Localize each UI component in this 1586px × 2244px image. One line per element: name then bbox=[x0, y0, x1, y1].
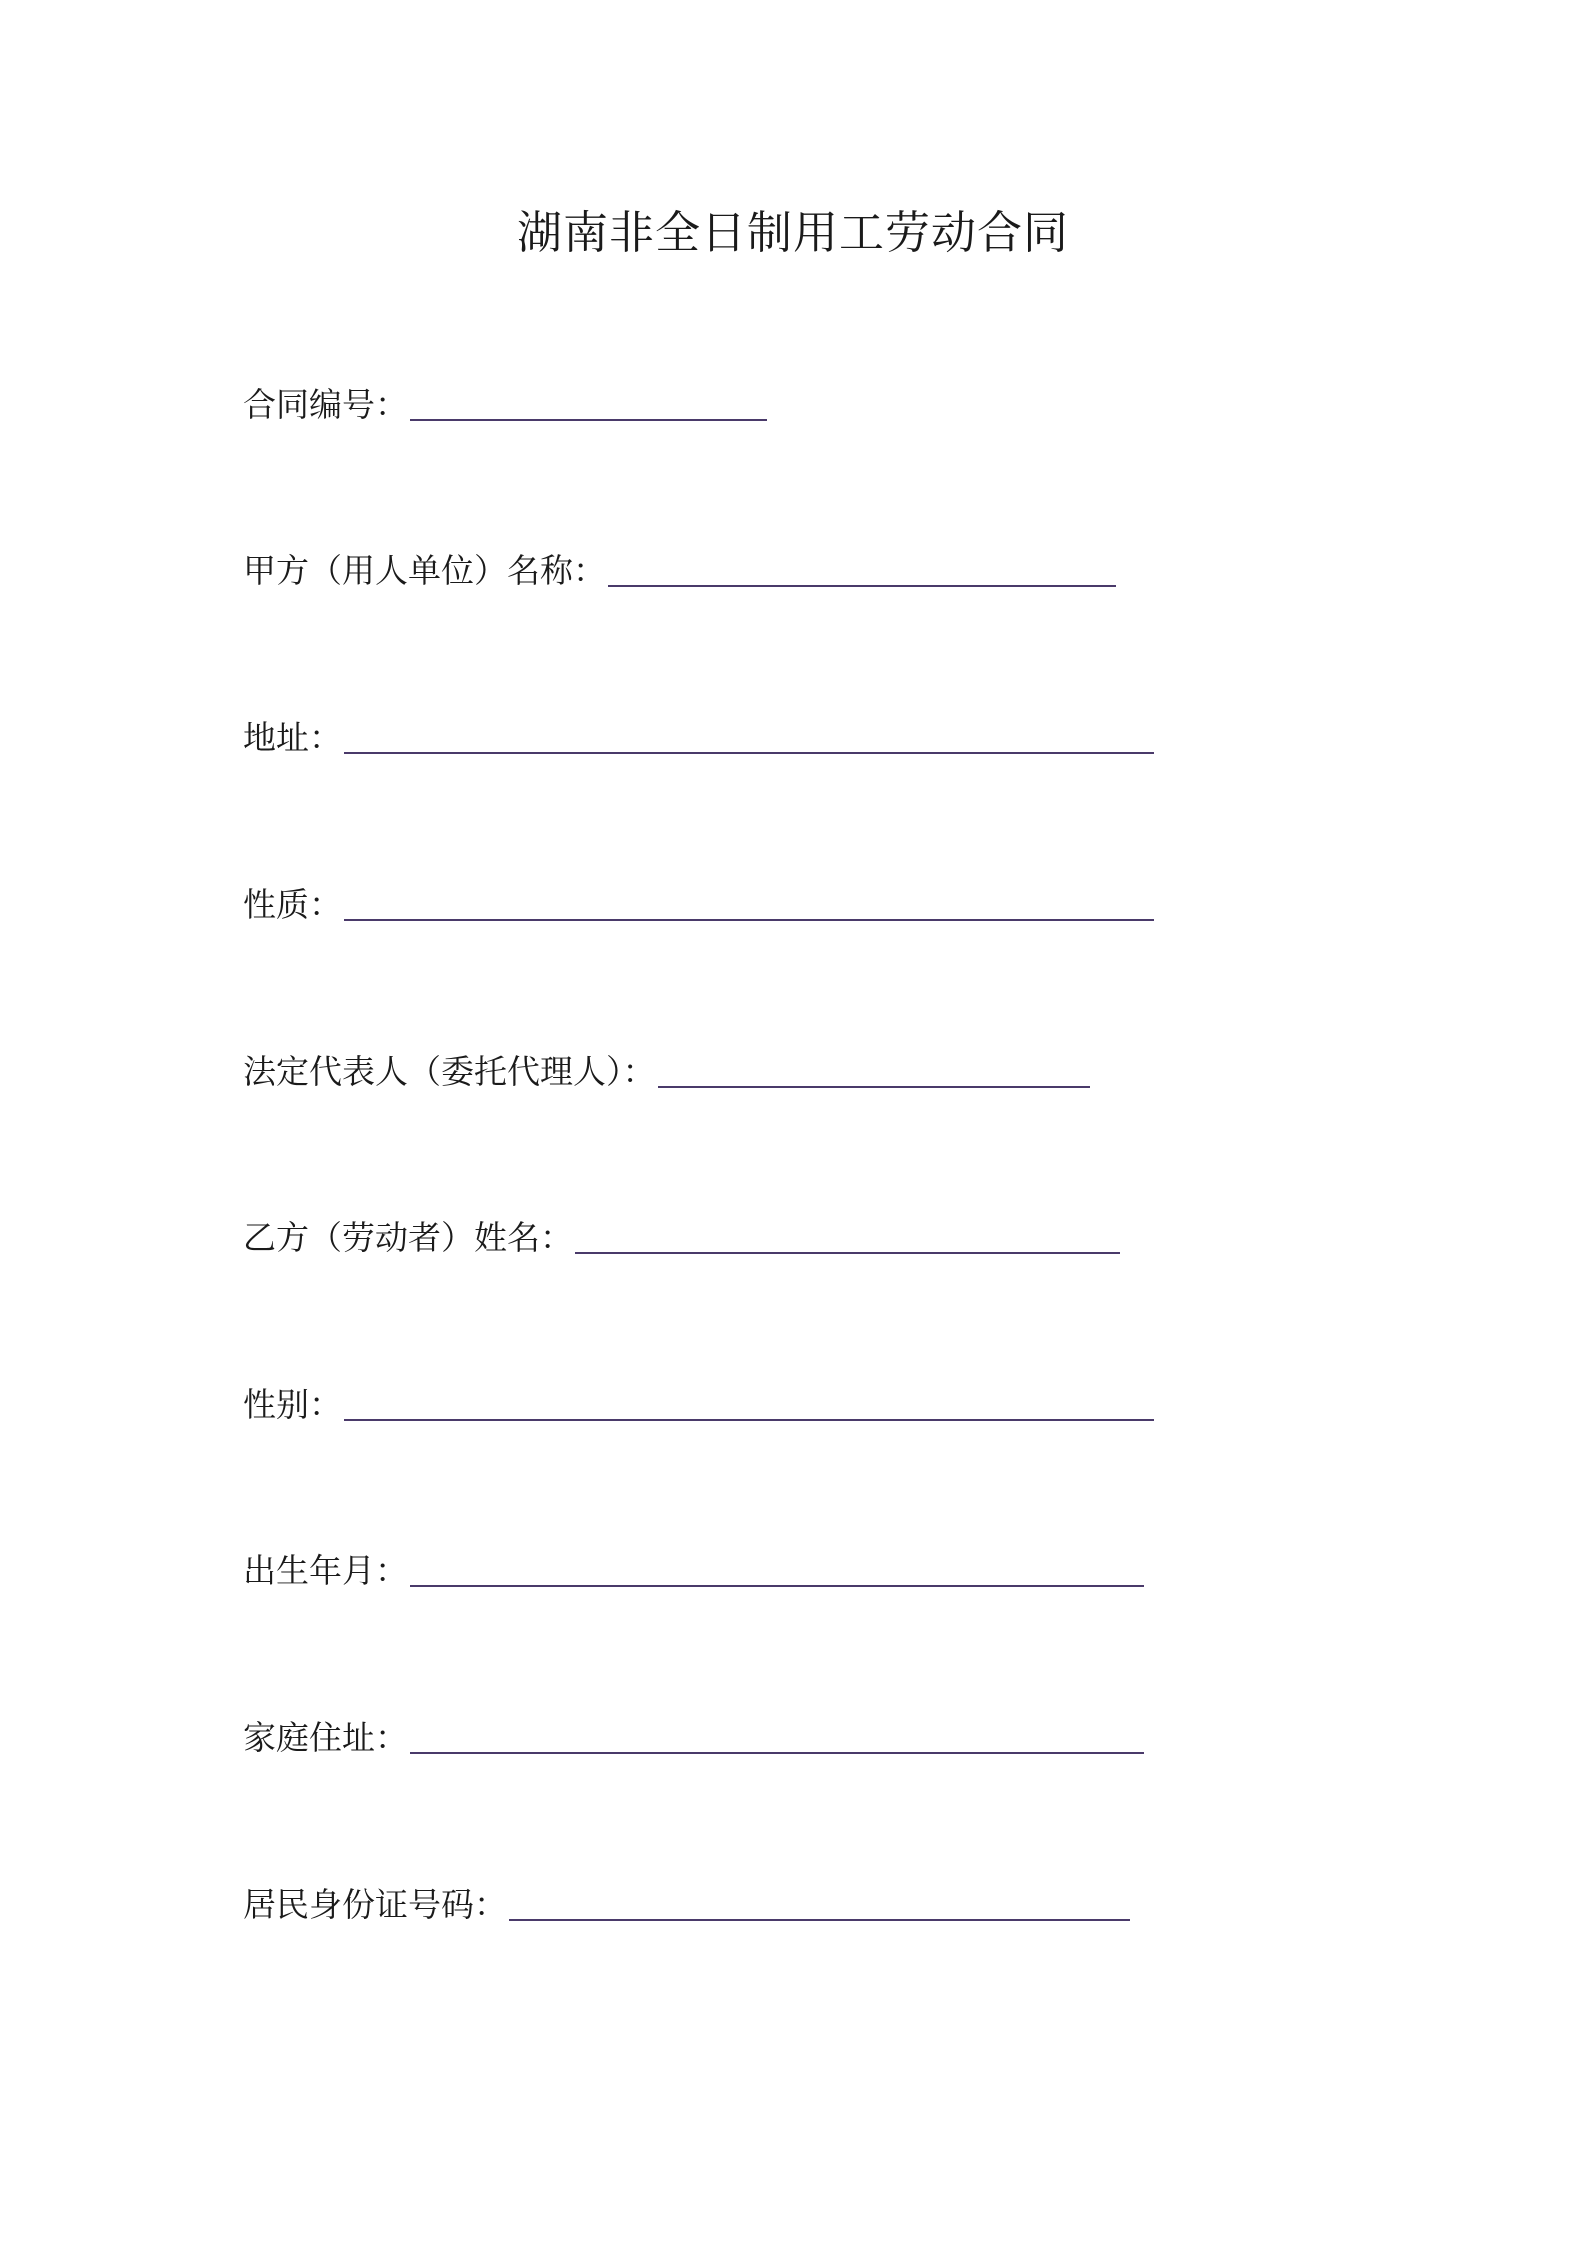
blank-line[interactable] bbox=[344, 752, 1154, 754]
field-label: 出生年月： bbox=[243, 1551, 408, 1590]
field-label: 性质： bbox=[243, 885, 342, 924]
blank-line[interactable] bbox=[410, 419, 767, 421]
blank-line[interactable] bbox=[575, 1252, 1120, 1254]
field-label: 法定代表人（委托代理人）： bbox=[243, 1052, 656, 1091]
field-party-b-name bbox=[243, 1210, 1120, 1260]
field-gender bbox=[243, 1377, 1154, 1427]
field-label: 居民身份证号码： bbox=[243, 1885, 507, 1924]
blank-line[interactable] bbox=[410, 1585, 1144, 1587]
blank-line[interactable] bbox=[344, 1419, 1154, 1421]
field-label: 乙方（劳动者）姓名： bbox=[243, 1218, 573, 1257]
field-home-address bbox=[243, 1710, 1144, 1760]
blank-line[interactable] bbox=[509, 1919, 1130, 1921]
field-birth-date bbox=[243, 1543, 1144, 1593]
blank-line[interactable] bbox=[658, 1086, 1090, 1088]
field-label: 家庭住址： bbox=[243, 1718, 408, 1757]
blank-line[interactable] bbox=[608, 585, 1116, 587]
field-party-a-name bbox=[243, 543, 1116, 593]
field-label: 性别： bbox=[243, 1385, 342, 1424]
field-label: 甲方（用人单位）名称： bbox=[243, 551, 606, 590]
field-id-number bbox=[243, 1877, 1130, 1927]
field-legal-representative bbox=[243, 1044, 1090, 1094]
blank-line[interactable] bbox=[344, 919, 1154, 921]
field-label: 合同编号： bbox=[243, 385, 408, 424]
field-nature bbox=[243, 877, 1154, 927]
field-address bbox=[243, 710, 1154, 760]
document-title: 湖南非全日制用工劳动合同 bbox=[516, 206, 1069, 259]
field-label: 地址： bbox=[243, 718, 342, 757]
field-contract-number bbox=[243, 377, 767, 427]
blank-line[interactable] bbox=[410, 1752, 1144, 1754]
